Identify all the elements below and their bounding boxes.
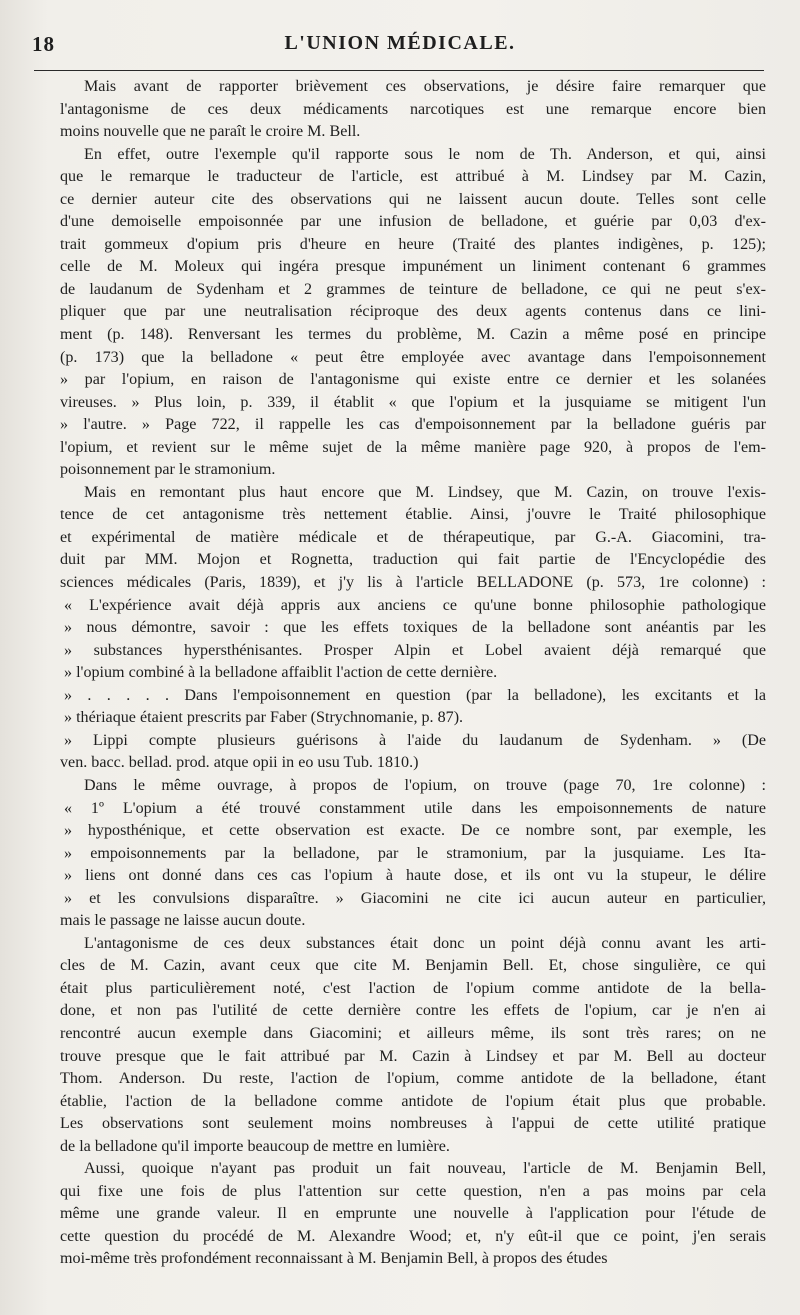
article-body [60,76,766,1271]
text-line: mais le passage ne laisse aucun doute. [60,912,306,930]
text-line: » . . . . . Dans l'empoisonnement en question (par la belladone), les excitants et la [64,686,766,704]
text-line: » l'autre. » Page 722, il rappelle les cas d'empoisonnement par la belladone guéris par [60,416,766,434]
text-line: celle de M. Moleux qui ingéra presque impunément un liniment contenant 6 grammes [60,258,766,276]
text-line: trouve presque que le fait attribué par M. Cazin à Lindsey et par M. Bell au docteur [60,1047,766,1065]
text-line: » l'opium combiné à la belladone affaiblit l'action de cette dernière. [64,664,498,682]
text-line: tence de cet antagonisme très nettement établie. Ainsi, j'ouvre le Traité philosophique [60,506,766,524]
text-line: Dans le même ouvrage, à propos de l'opium, on trouve (page 70, 1re colonne) : [84,776,766,794]
text-line: de laudanum de Sydenham et 2 grammes de teinture de belladone, ce qui ne peut s'ex- [60,280,766,298]
text-line: (p. 173) que la belladone « peut être employée avec avantage dans l'empoisonnement [60,348,766,366]
text-line: vireuses. » Plus loin, p. 339, il établit « que l'opium et la jusquiame se mitigent l'un [60,393,766,411]
header-rule [34,70,764,71]
text-line: était plus particulièrement noté, c'est l'action de l'opium comme antidote de la bella- [60,979,766,997]
text-line: » nous démontre, savoir : que les effets toxiques de la belladone sont anéantis par les [64,619,766,637]
text-line: Mais en remontant plus haut encore que M. Lindsey, que M. Cazin, on trouve l'exis- [84,483,766,501]
text-line: l'antagonisme de ces deux médicaments narcotiques est une remarque encore bien [60,100,766,118]
text-line: d'une demoiselle empoisonnée par une infusion de belladone, et guérie par 0,03 d'ex- [60,213,766,231]
text-line: Aussi, quoique n'ayant pas produit un fait nouveau, l'article de M. Benjamin Bell, [84,1160,766,1178]
text-line: et expérimental de matière médicale et de thérapeutique, par G.-A. Giacomini, tra- [60,528,766,546]
text-line: « L'expérience avait déjà appris aux anciens ce qu'une bonne philosophie pathologique [64,596,766,614]
text-line: établie, l'action de la belladone comme antidote de l'opium était plus que probable. [60,1092,766,1110]
text-line: » thériaque étaient prescrits par Faber (Strychnomanie, p. 87). [64,709,464,727]
text-line: qui fixe une fois de plus l'attention sur cette question, n'en a pas moins par cela [60,1182,766,1200]
text-line: ment (p. 148). Renversant les termes du problème, M. Cazin a même posé en principe [60,326,766,344]
text-line: Mais avant de rapporter brièvement ces observations, je désire faire remarquer que [84,78,766,95]
text-line: » et les convulsions disparaître. » Giacomini ne cite ici aucun auteur en particulier, [64,889,766,907]
text-line: Thom. Anderson. Du reste, l'action de l'opium, comme antidote de la belladone, étant [60,1070,766,1088]
text-line: de la belladone qu'il importe beaucoup de mettre en lumière. [60,1137,450,1155]
text-line: sciences médicales (Paris, 1839), et j'y lis à l'article BELLADONE (p. 573, 1re colonne) : [60,574,766,592]
text-line: que le remarque le traducteur de l'article, est attribué à M. Lindsey par M. Cazin, [60,168,766,186]
text-line: même une grande valeur. Il en emprunte une nouvelle à l'application pour l'étude de [60,1205,766,1223]
text-line: poisonnement par le stramonium. [60,461,276,479]
text-line: » hyposthénique, et cette observation est exacte. De ce nombre sont, par exemple, les [64,822,766,840]
text-line: » empoisonnements par la belladone, par le stramonium, par la jusquiame. Les Ita- [64,844,766,862]
text-line: l'opium, et revient sur le même sujet de la même manière page 920, à propos de l'em- [60,438,766,456]
text-line: » par l'opium, en raison de l'antagonisme qui existe entre ce dernier et les solanées [60,371,766,389]
page-number: 18 [32,32,55,56]
text-line: rencontré aucun exemple dans Giacomini; et ailleurs même, ils sont très rares; on ne [60,1024,766,1042]
text-line: « 1º L'opium a été trouvé constamment utile dans les empoisonnements de nature [64,799,766,817]
text-line: ce dernier auteur cite des observations qui ne laissent aucun doute. Telles sont celle [60,190,766,208]
text-line: » liens ont donné dans ces cas l'opium à haute dose, et ils ont vu la stupeur, le délire [64,867,766,885]
text-line: duit par MM. Mojon et Rognetta, traduction qui fait partie de l'Encyclopédie des [60,551,766,569]
text-line: Les observations sont seulement moins nombreuses à l'appui de cette utilité pratique [60,1115,766,1133]
text-line: pliquer que par une neutralisation réciproque des deux agents contenus dans ce lini- [60,303,766,321]
text-line: » Lippi compte plusieurs guérisons à l'aide du laudanum de Sydenham. » (De [64,731,766,749]
text-line: En effet, outre l'exemple qu'il rapporte sous le nom de Th. Anderson, et qui, ainsi [84,145,766,163]
page-header [28,30,772,60]
text-line: moi-même très profondément reconnaissant à M. Benjamin Bell, à propos des études [60,1250,608,1268]
running-title: L'UNION MÉDICALE. [284,32,516,54]
text-line: cette question du procédé de M. Alexandre Wood; et, n'y eût-il que ce point, j'en serais [60,1227,766,1245]
text-line: ven. bacc. bellad. prod. atque opii in eo usu Tub. 1810.) [60,754,419,772]
text-line: moins nouvelle que ne paraît le croire M. Bell. [60,123,361,141]
text-line: » substances hypersthénisantes. Prosper Alpin et Lobel avaient déjà remarqué que [64,641,766,659]
text-line: trait gommeux d'opium pris d'heure en heure (Traité des plantes indigènes, p. 125); [60,235,766,253]
text-line: done, et non pas l'utilité de cette dernière contre les effets de l'opium, car je n'en ai [60,1002,766,1020]
text-line: L'antagonisme de ces deux substances était donc un point déjà connu avant les arti- [84,934,766,952]
text-line: cles de M. Cazin, avant ceux que cite M. Benjamin Bell. Et, chose singulière, ce qui [60,957,766,975]
